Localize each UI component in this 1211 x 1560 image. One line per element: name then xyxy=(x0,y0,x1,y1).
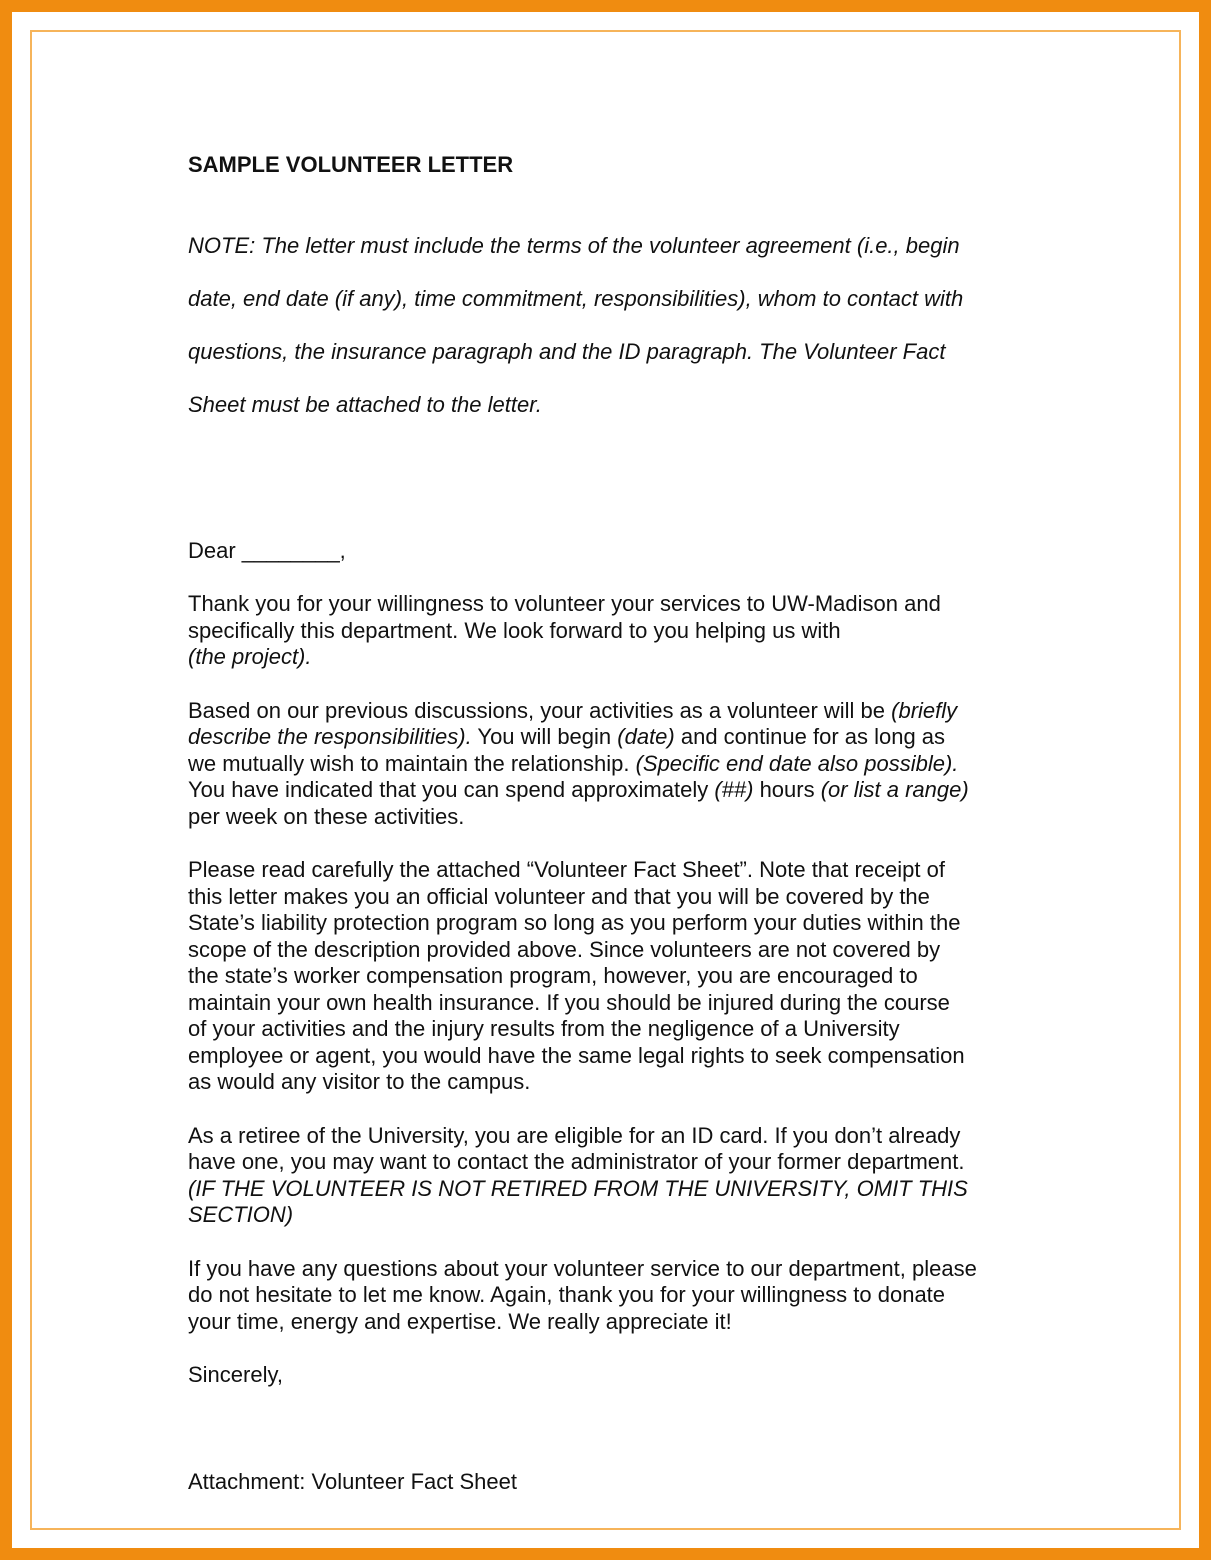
paragraph-line xyxy=(188,724,1038,751)
paragraph-line: scope of the description provided above. Since volunteers are not covered by xyxy=(188,936,941,962)
text-segment: You have indicated that you can spend approximately xyxy=(188,777,715,802)
note-line: NOTE: The letter must include the terms of the volunteer agreement (i.e., begin xyxy=(188,232,960,258)
text-segment: You will begin xyxy=(471,724,618,749)
note-line: date, end date (if any), time commitment, responsibilities), whom to contact with xyxy=(188,285,964,311)
paragraph-line xyxy=(188,777,1038,804)
closing: Sincerely, xyxy=(188,1362,283,1387)
paragraph-fact-sheet xyxy=(188,857,1038,1096)
paragraph-id-card xyxy=(188,1123,1038,1229)
placeholder-responsibilities: describe the responsibilities). xyxy=(188,724,472,749)
paragraph-line: do not hesitate to let me know. Again, thank you for your willingness to donate xyxy=(188,1282,946,1307)
placeholder-project: (the project). xyxy=(188,644,312,669)
paragraph-line: the state’s worker compensation program, however, you are encouraged to xyxy=(188,963,918,988)
letter-body xyxy=(188,150,1038,1495)
paragraph-line: this letter makes you an official volunteer and that you will be covered by the xyxy=(188,883,930,909)
text-segment: we mutually wish to maintain the relationship. xyxy=(188,750,636,776)
paragraph-line: specifically this department. We look forward to you helping us with xyxy=(188,617,841,643)
placeholder-hours: (##) xyxy=(714,777,754,802)
paragraph-activities xyxy=(188,698,1038,831)
paragraph-line: If you have any questions about your volunteer service to our department, please xyxy=(188,1255,977,1281)
instruction-omit: (IF THE VOLUNTEER IS NOT RETIRED FROM THE UNIVERSITY, OMIT THIS xyxy=(188,1175,968,1201)
paragraph-line: your time, energy and expertise. We really appreciate it! xyxy=(188,1308,732,1334)
instruction-omit: SECTION) xyxy=(188,1202,294,1227)
paragraph-line: Please read carefully the attached “Volunteer Fact Sheet”. Note that receipt of xyxy=(188,857,945,882)
paragraph-thanks xyxy=(188,591,1038,671)
paragraph-line: As a retiree of the University, you are eligible for an ID card. If you don’t already xyxy=(188,1122,961,1148)
attachment-line: Attachment: Volunteer Fact Sheet xyxy=(188,1468,517,1494)
paragraph-line: as would any visitor to the campus. xyxy=(188,1069,531,1094)
paragraph-line: Thank you for your willingness to volunteer your services to UW-Madison and xyxy=(188,591,941,616)
letter-title: SAMPLE VOLUNTEER LETTER xyxy=(188,152,514,177)
paragraph-line: maintain your own health insurance. If you should be injured during the course xyxy=(188,989,950,1015)
placeholder-range: (or list a range) xyxy=(820,777,969,802)
text-segment: hours xyxy=(753,777,821,802)
paragraph-line: have one, you may want to contact the administrator of your former department. xyxy=(188,1149,965,1174)
text-segment: Based on our previous discussions, your activities as a volunteer will be xyxy=(188,697,892,723)
paragraph-line xyxy=(188,698,1038,725)
text-segment: and continue for as long as xyxy=(674,724,946,749)
placeholder-end-date: (Specific end date also possible). xyxy=(635,750,959,776)
note-paragraph xyxy=(188,206,1038,445)
paragraph-line: employee or agent, you would have the same legal rights to seek compensation xyxy=(188,1042,965,1068)
paragraph-line: State’s liability protection program so long as you perform your duties within the xyxy=(188,910,961,935)
paragraph-line: per week on these activities. xyxy=(188,803,465,829)
note-line: questions, the insurance paragraph and the ID paragraph. The Volunteer Fact xyxy=(188,338,946,364)
placeholder-briefly: (briefly xyxy=(891,697,958,723)
placeholder-date: (date) xyxy=(617,724,675,749)
salutation: Dear ________, xyxy=(188,537,346,563)
paragraph-line: of your activities and the injury results from the negligence of a University xyxy=(188,1016,900,1041)
paragraph-line xyxy=(188,751,1038,778)
note-line: Sheet must be attached to the letter. xyxy=(188,391,542,417)
paragraph-questions xyxy=(188,1256,1038,1336)
